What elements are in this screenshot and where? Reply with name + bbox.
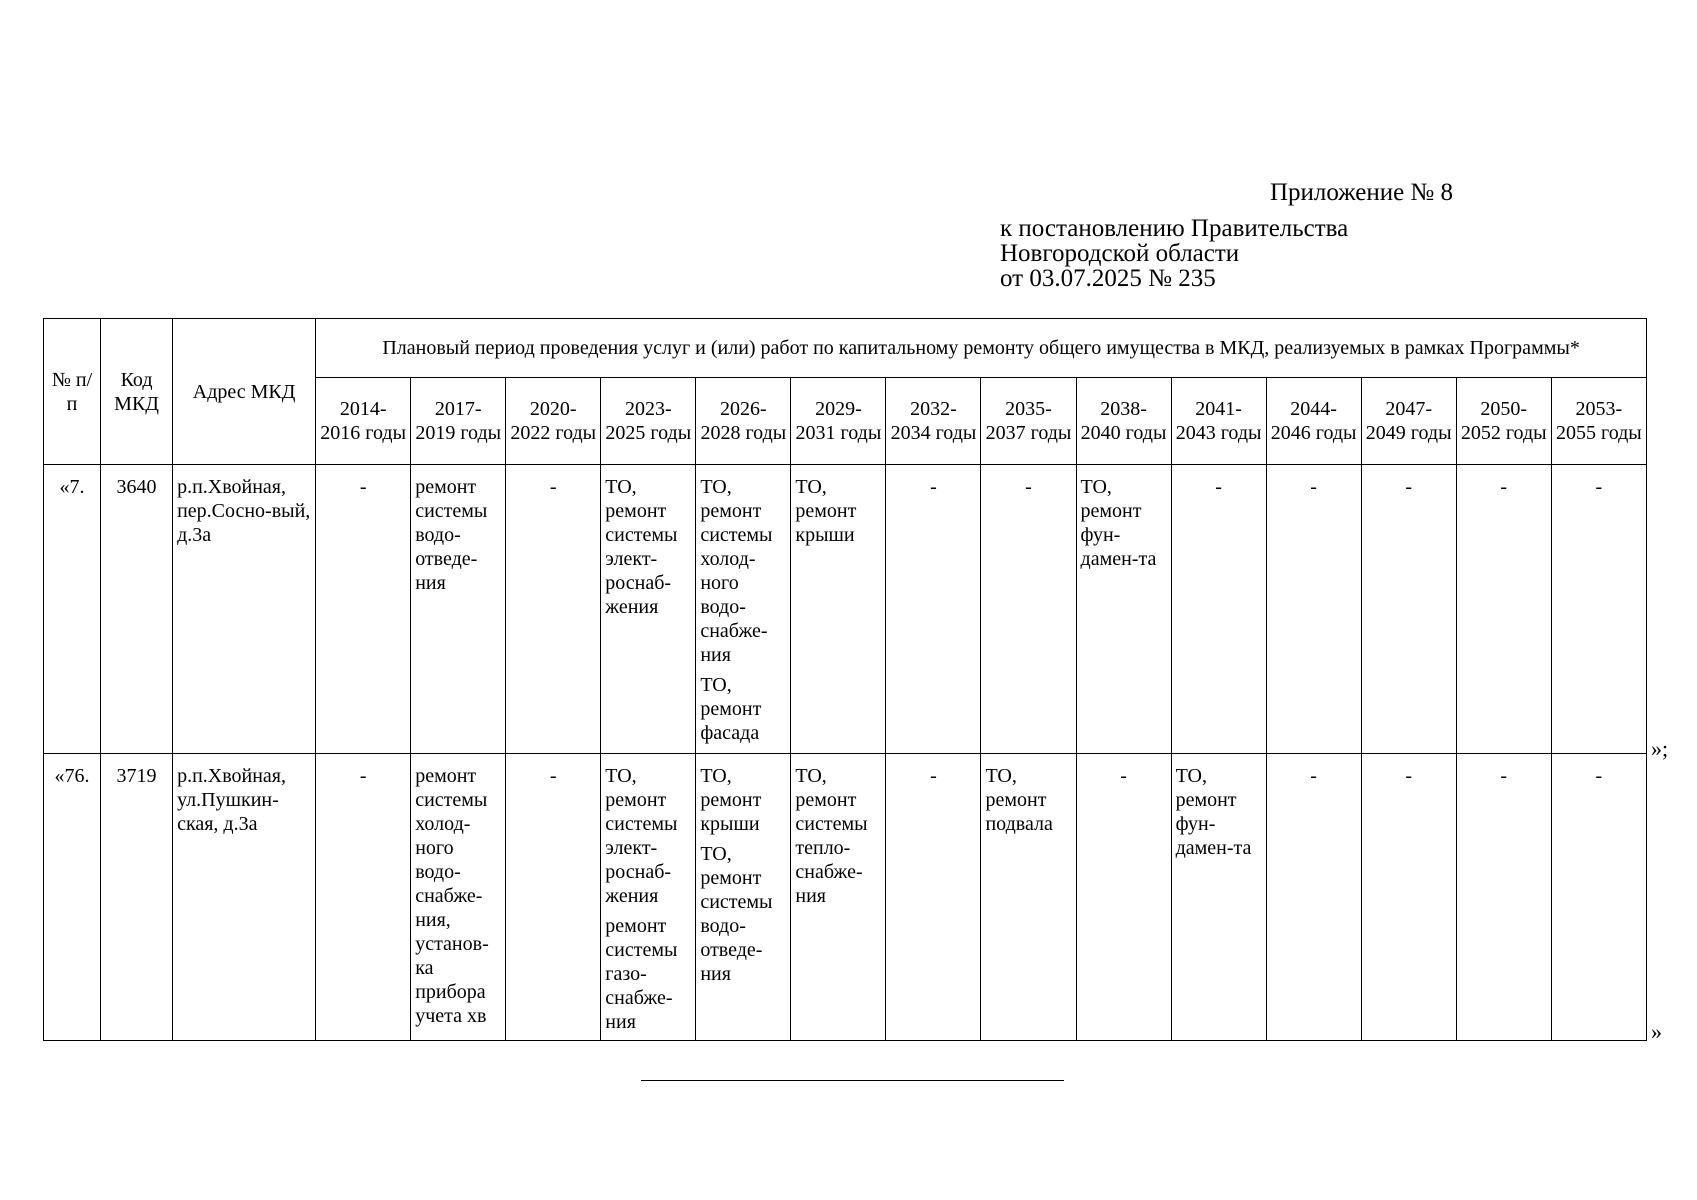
work-cell: [601, 754, 696, 1041]
col-header-code: Код МКД: [101, 319, 173, 465]
work-item: ТО, ремонт системы водо-отведе-ния: [700, 843, 773, 985]
work-cell: [886, 754, 981, 1041]
work-cell: [1076, 754, 1171, 1041]
work-cell: [981, 465, 1076, 754]
work-cell: [411, 465, 506, 754]
work-item: ТО, ремонт подвала: [985, 765, 1053, 835]
work-item: -: [1310, 476, 1317, 498]
row-number: «7.: [44, 465, 101, 754]
period-header: Плановый период проведения услуг и (или) работ по капитальному ремонту общего имущества в МКД, реализуемых в рамках Программы*: [316, 319, 1647, 378]
work-item: -: [1595, 765, 1603, 787]
work-item: -: [930, 765, 937, 787]
house-address: р.п.Хвойная, ул.Пушкин-ская, д.3а: [173, 754, 316, 1041]
appendix-block: [1000, 180, 1600, 291]
house-code: 3640: [101, 465, 173, 754]
year-header: 2050-2052 годы: [1456, 378, 1551, 465]
work-item: -: [359, 765, 367, 787]
work-cell: [1171, 754, 1266, 1041]
work-cell: [1361, 465, 1456, 754]
work-cell: [696, 465, 791, 754]
work-cell: [791, 754, 886, 1041]
work-item: -: [1310, 765, 1317, 787]
work-item: -: [1120, 765, 1127, 787]
year-header: 2053-2055 годы: [1551, 378, 1646, 465]
year-header: 2017-2019 годы: [411, 378, 506, 465]
work-cell: [1076, 465, 1171, 754]
appendix-line: к постановлению Правительства: [1000, 215, 1349, 242]
row-end-mark: »: [1651, 1019, 1662, 1044]
work-item: -: [549, 476, 557, 498]
work-item: ТО, ремонт фун-дамен-та: [1175, 765, 1252, 859]
work-cell: [1456, 465, 1551, 754]
work-item: ремонт системы водо-отведе-ния: [415, 476, 488, 594]
work-item: -: [1595, 476, 1603, 498]
table-row: [44, 754, 1647, 1041]
work-cell: [1456, 754, 1551, 1041]
work-item: -: [1405, 476, 1413, 498]
work-cell: [316, 754, 411, 1041]
appendix-line: от 03.07.2025 № 235: [1000, 265, 1216, 292]
work-item: ТО, ремонт системы холод-ного водо-снабже-ния: [700, 476, 773, 666]
work-cell: [506, 465, 601, 754]
work-cell: [601, 465, 696, 754]
work-cell: [1551, 754, 1646, 1041]
work-item: ремонт системы газо-снабже-ния: [605, 915, 678, 1033]
work-item: -: [549, 765, 557, 787]
year-header: 2044-2046 годы: [1266, 378, 1361, 465]
work-item: ТО, ремонт фун-дамен-та: [1080, 476, 1157, 570]
work-item: ремонт системы холод-ного водо-снабже-ния, установ-ка прибора учета хв: [415, 765, 489, 1027]
appendix-title: Приложение № 8: [1270, 179, 1454, 206]
capital-repair-plan-table: [43, 318, 1647, 1041]
work-item: -: [359, 476, 367, 498]
year-header: 2014-2016 годы: [316, 378, 411, 465]
work-cell: [1266, 754, 1361, 1041]
year-header: 2026-2028 годы: [696, 378, 791, 465]
work-cell: [316, 465, 411, 754]
work-item: -: [1405, 765, 1413, 787]
year-header: 2038-2040 годы: [1076, 378, 1171, 465]
work-cell: [1361, 754, 1456, 1041]
house-code: 3719: [101, 754, 173, 1041]
work-item: ТО, ремонт системы элект-роснаб-жения: [605, 765, 678, 907]
work-item: -: [1215, 476, 1222, 498]
year-header: 2035-2037 годы: [981, 378, 1076, 465]
work-cell: [886, 465, 981, 754]
work-cell: [981, 754, 1076, 1041]
year-header: 2032-2034 годы: [886, 378, 981, 465]
work-cell: [506, 754, 601, 1041]
year-header: 2023-2025 годы: [601, 378, 696, 465]
row-end-mark: »;: [1651, 736, 1669, 761]
work-cell: [696, 754, 791, 1041]
work-item: -: [930, 476, 937, 498]
row-number: «76.: [44, 754, 101, 1041]
year-header: 2041-2043 годы: [1171, 378, 1266, 465]
year-header: 2020-2022 годы: [506, 378, 601, 465]
bottom-divider: [641, 1080, 1064, 1081]
year-header: 2047-2049 годы: [1361, 378, 1456, 465]
work-item: ТО, ремонт системы элект-роснаб-жения: [605, 476, 678, 618]
work-item: -: [1025, 476, 1032, 498]
work-item: ТО, ремонт системы тепло-снабже-ния: [795, 765, 868, 907]
col-header-num: № п/п: [44, 319, 101, 465]
work-item: ТО, ремонт фасада: [700, 674, 762, 744]
appendix-line: Новгородской области: [1000, 240, 1240, 267]
work-cell: [1551, 465, 1646, 754]
work-cell: [1266, 465, 1361, 754]
work-cell: [791, 465, 886, 754]
year-header: 2029-2031 годы: [791, 378, 886, 465]
work-item: ТО, ремонт крыши: [795, 476, 857, 546]
work-item: ТО, ремонт крыши: [700, 765, 762, 835]
table-row: [44, 465, 1647, 754]
work-item: -: [1500, 476, 1508, 498]
work-cell: [411, 754, 506, 1041]
col-header-address: Адрес МКД: [173, 319, 316, 465]
work-item: -: [1500, 765, 1508, 787]
house-address: р.п.Хвойная, пер.Сосно-вый, д.3а: [173, 465, 316, 754]
work-cell: [1171, 465, 1266, 754]
